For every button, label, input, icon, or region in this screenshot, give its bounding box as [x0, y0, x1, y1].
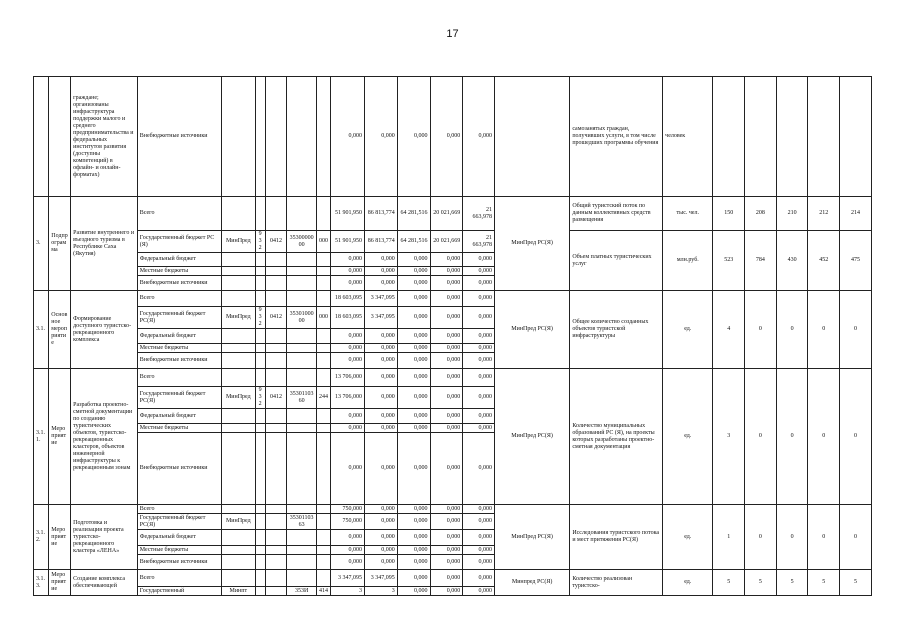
value-cell: 0,000	[364, 369, 397, 387]
funding-source: Всего	[137, 369, 221, 387]
row-number: 3.	[34, 197, 49, 291]
value-cell: 0,000	[364, 433, 397, 505]
funding-source: Государственный бюджет РС(Я)	[137, 387, 221, 409]
target-cell: 0	[840, 369, 872, 505]
table-row	[34, 231, 872, 253]
code-cell: 353И	[287, 587, 316, 596]
value-cell: 0,000	[331, 546, 365, 555]
value-cell: 0,000	[397, 587, 430, 596]
value-cell: 0,000	[463, 570, 495, 587]
value-cell: 0,000	[430, 514, 463, 530]
table-row	[34, 291, 872, 307]
code-cell: МинПред	[221, 231, 255, 253]
value-cell: 13 706,000	[331, 387, 365, 409]
value-cell: 0,000	[331, 555, 365, 570]
value-cell: 0,000	[397, 505, 430, 514]
value-cell: 0,000	[364, 424, 397, 433]
value-cell: 0,000	[364, 77, 397, 197]
value-cell: 0,000	[397, 307, 430, 329]
row-number: 3.1.1.	[34, 369, 49, 505]
value-cell: 0,000	[463, 344, 495, 353]
funding-source: Федеральный бюджет	[137, 409, 221, 424]
value-cell: 21 663,978	[463, 197, 495, 231]
funding-source: Всего	[137, 291, 221, 307]
code-cell: 0412	[265, 307, 287, 329]
value-cell: 0,000	[364, 329, 397, 344]
target-cell: 0	[776, 505, 808, 570]
indicator-unit: ед.	[663, 570, 713, 596]
code-cell: 932	[255, 231, 265, 253]
target-cell: 5	[713, 570, 745, 596]
value-cell: 0,000	[430, 409, 463, 424]
value-cell: 13 706,000	[331, 369, 365, 387]
value-cell: 0,000	[463, 307, 495, 329]
target-cell: 5	[745, 570, 777, 596]
value-cell: 0,000	[397, 267, 430, 276]
value-cell: 0,000	[463, 291, 495, 307]
indicator-name: Количество муниципальных образований РС (Я), на проекты которых разработаны проектно-сметная документация	[570, 369, 663, 505]
value-cell: 0,000	[397, 344, 430, 353]
indicator-unit: ед.	[663, 505, 713, 570]
value-cell: 0,000	[364, 344, 397, 353]
value-cell: 20 021,669	[430, 197, 463, 231]
value-cell: 0,000	[430, 433, 463, 505]
row-number: 3.1.3.	[34, 570, 49, 596]
code-cell: 414	[316, 587, 330, 596]
funding-source: Федеральный бюджет	[137, 253, 221, 267]
responsible: Минпред РС(Я)	[494, 570, 569, 596]
target-cell: 5	[840, 570, 872, 596]
value-cell: 0,000	[364, 555, 397, 570]
code-cell: 000	[316, 231, 330, 253]
target-cell: 0	[745, 505, 777, 570]
value-cell: 0,000	[430, 253, 463, 267]
value-cell: 0,000	[364, 253, 397, 267]
value-cell: 3 347,095	[364, 570, 397, 587]
funding-source: Внебюджетные источники	[137, 555, 221, 570]
target-cell: 523	[713, 231, 745, 291]
indicator-unit: человек	[663, 77, 713, 197]
value-cell: 0,000	[397, 555, 430, 570]
target-cell: 0	[745, 369, 777, 505]
funding-source: Государственный бюджет РС (Я)	[137, 231, 221, 253]
table-row	[34, 197, 872, 231]
value-cell: 0,000	[463, 387, 495, 409]
target-cell: 452	[808, 231, 840, 291]
target-cell: 0	[808, 291, 840, 369]
funding-source: Всего	[137, 197, 221, 231]
indicator-name: Объем платных туристических услуг	[570, 231, 663, 291]
indicator-name: самозанятых граждан, получивших услуги, в том числе прошедших программы обучения	[570, 77, 663, 197]
measure-name: граждане; организованы инфраструктура поддержки малого и среднего предпринимательства и федеральных институтов развития (доступны компетенций) в офлайн- и онлайн-форматах)	[71, 77, 138, 197]
code-cell: МинПред	[221, 514, 255, 530]
value-cell: 20 021,669	[430, 231, 463, 253]
code-cell: Минпт	[221, 587, 255, 596]
value-cell: 0,000	[430, 530, 463, 546]
value-cell: 0,000	[430, 570, 463, 587]
value-cell: 0,000	[463, 353, 495, 369]
funding-source: Внебюджетные источники	[137, 276, 221, 291]
value-cell: 0,000	[397, 433, 430, 505]
value-cell: 0,000	[331, 424, 365, 433]
value-cell: 0,000	[430, 344, 463, 353]
code-cell: 000	[316, 307, 330, 329]
value-cell: 0,000	[397, 369, 430, 387]
responsible: МинПред РС(Я)	[494, 369, 569, 505]
value-cell: 0,000	[364, 353, 397, 369]
value-cell: 0,000	[397, 353, 430, 369]
code-cell: 3530110363	[287, 514, 316, 530]
value-cell: 0,000	[331, 353, 365, 369]
value-cell: 0,000	[430, 77, 463, 197]
value-cell: 0,000	[397, 570, 430, 587]
funding-source: Внебюджетные источники	[137, 353, 221, 369]
program-table	[33, 76, 872, 596]
value-cell: 0,000	[463, 530, 495, 546]
target-cell: 0	[745, 291, 777, 369]
target-cell: 208	[745, 197, 777, 231]
target-cell: 475	[840, 231, 872, 291]
value-cell: 0,000	[463, 433, 495, 505]
code-cell: 3530000000	[287, 231, 316, 253]
value-cell: 0,000	[463, 546, 495, 555]
value-cell: 750,000	[331, 505, 365, 514]
table-row	[34, 570, 872, 587]
funding-source: Государственный бюджет РС(Я)	[137, 307, 221, 329]
value-cell: 0,000	[430, 555, 463, 570]
target-cell: 4	[713, 291, 745, 369]
funding-source: Федеральный бюджет	[137, 530, 221, 546]
value-cell: 0,000	[331, 344, 365, 353]
row-number: 3.1.2.	[34, 505, 49, 570]
value-cell: 0,000	[364, 514, 397, 530]
value-cell: 0,000	[430, 353, 463, 369]
funding-source: Государственный бюджет РС(Я)	[137, 514, 221, 530]
value-cell: 0,000	[331, 530, 365, 546]
target-cell: 1	[713, 505, 745, 570]
row-type: Мероприятие	[49, 570, 71, 596]
row-type: Подпрограмма	[49, 197, 71, 291]
value-cell: 18 603,095	[331, 307, 365, 329]
value-cell: 0,000	[430, 369, 463, 387]
value-cell: 0,000	[463, 424, 495, 433]
table-row	[34, 77, 872, 197]
target-cell: 784	[745, 231, 777, 291]
responsible: МинПред РС(Я)	[494, 197, 569, 291]
indicator-name: Общее количество созданных объектов туристской инфраструктуры	[570, 291, 663, 369]
value-cell: 51 901,950	[331, 231, 365, 253]
value-cell: 0,000	[463, 267, 495, 276]
value-cell: 0,000	[463, 409, 495, 424]
measure-name: Подготовка и реализация проекта туристско-рекреационного кластера «ЛЕНА»	[71, 505, 138, 570]
value-cell: 0,000	[463, 505, 495, 514]
value-cell: 0,000	[331, 433, 365, 505]
value-cell: 0,000	[430, 307, 463, 329]
value-cell: 0,000	[364, 530, 397, 546]
target-cell: 210	[776, 197, 808, 231]
measure-name: Развитие внутреннего и въездного туризма в Республике Саха (Якутия)	[71, 197, 138, 291]
funding-source: Федеральный бюджет	[137, 329, 221, 344]
value-cell: 64 281,516	[397, 197, 430, 231]
target-cell: 212	[808, 197, 840, 231]
measure-name: Разработка проектно-сметной документации по созданию туристических объектов, туристско-рекреационных кластеров, объектов инженерной инфраструктуры к рекреационным зонам	[71, 369, 138, 505]
funding-source: Местные бюджеты	[137, 424, 221, 433]
value-cell: 0,000	[331, 77, 365, 197]
responsible: МинПред РС(Я)	[494, 291, 569, 369]
value-cell: 0,000	[397, 530, 430, 546]
value-cell: 0,000	[331, 253, 365, 267]
value-cell: 3 347,095	[364, 291, 397, 307]
indicator-name: Исследования туристского потока и мест притяжения РС(Я)	[570, 505, 663, 570]
value-cell: 0,000	[331, 409, 365, 424]
value-cell: 0,000	[463, 329, 495, 344]
code-cell: 0412	[265, 231, 287, 253]
value-cell: 0,000	[463, 77, 495, 197]
target-cell: 0	[808, 369, 840, 505]
target-cell: 5	[808, 570, 840, 596]
target-cell: 0	[840, 505, 872, 570]
funding-source: Государственный	[137, 587, 221, 596]
value-cell: 0,000	[397, 77, 430, 197]
funding-source: Внебюджетные источники	[137, 433, 221, 505]
value-cell: 64 281,516	[397, 231, 430, 253]
funding-source: Местные бюджеты	[137, 267, 221, 276]
indicator-name: Количество реализован туристско-	[570, 570, 663, 596]
value-cell: 0,000	[397, 276, 430, 291]
code-cell: 244	[316, 387, 330, 409]
value-cell: 0,000	[463, 369, 495, 387]
funding-source: Всего	[137, 570, 221, 587]
target-cell: 0	[808, 505, 840, 570]
value-cell: 0,000	[430, 424, 463, 433]
value-cell: 0,000	[364, 276, 397, 291]
page-number: 17	[446, 28, 459, 40]
code-cell: 0412	[265, 387, 287, 409]
value-cell: 0,000	[463, 555, 495, 570]
value-cell: 0,000	[397, 424, 430, 433]
indicator-unit: млн.руб.	[663, 231, 713, 291]
measure-name: Создание комплекса обеспечивающей	[71, 570, 138, 596]
code-cell: 932	[255, 387, 265, 409]
value-cell: 0,000	[397, 409, 430, 424]
indicator-unit: ед.	[663, 291, 713, 369]
target-cell: 430	[776, 231, 808, 291]
value-cell: 3 347,095	[331, 570, 365, 587]
funding-source: Всего	[137, 505, 221, 514]
indicator-name: Общий туристский поток по данным коллективных средств размещения	[570, 197, 663, 231]
value-cell: 0,000	[397, 253, 430, 267]
value-cell: 86 813,774	[364, 197, 397, 231]
row-number: 3.1.	[34, 291, 49, 369]
value-cell: 0,000	[364, 387, 397, 409]
value-cell: 0,000	[463, 276, 495, 291]
code-cell: МинПред	[221, 307, 255, 329]
responsible: МинПред РС(Я)	[494, 505, 569, 570]
value-cell: 3	[364, 587, 397, 596]
target-cell: 0	[840, 291, 872, 369]
measure-name: Формирование доступного туристско-рекреационного комплекса	[71, 291, 138, 369]
value-cell: 750,000	[331, 514, 365, 530]
value-cell: 3 347,095	[364, 307, 397, 329]
value-cell: 0,000	[364, 546, 397, 555]
value-cell: 51 901,950	[331, 197, 365, 231]
target-cell: 214	[840, 197, 872, 231]
row-type: Основное мероприятие	[49, 291, 71, 369]
value-cell: 0,000	[397, 387, 430, 409]
funding-source: Местные бюджеты	[137, 546, 221, 555]
target-cell: 150	[713, 197, 745, 231]
value-cell: 0,000	[331, 276, 365, 291]
code-cell: 3530110360	[287, 387, 316, 409]
value-cell: 0,000	[463, 253, 495, 267]
value-cell: 18 603,095	[331, 291, 365, 307]
value-cell: 0,000	[430, 329, 463, 344]
value-cell: 0,000	[331, 329, 365, 344]
value-cell: 0,000	[463, 587, 495, 596]
indicator-unit: тыс. чел.	[663, 197, 713, 231]
value-cell: 0,000	[430, 587, 463, 596]
code-cell: МинПред	[221, 387, 255, 409]
value-cell: 0,000	[397, 514, 430, 530]
value-cell: 0,000	[430, 546, 463, 555]
value-cell: 0,000	[397, 546, 430, 555]
value-cell: 0,000	[364, 267, 397, 276]
value-cell: 0,000	[364, 505, 397, 514]
code-cell: 932	[255, 307, 265, 329]
row-type: Мероприятие	[49, 505, 71, 570]
table-row	[34, 369, 872, 387]
value-cell: 21 663,978	[463, 231, 495, 253]
target-cell: 5	[776, 570, 808, 596]
value-cell: 0,000	[430, 267, 463, 276]
value-cell: 0,000	[463, 514, 495, 530]
target-cell: 0	[776, 369, 808, 505]
target-cell: 0	[776, 291, 808, 369]
table-row	[34, 505, 872, 514]
indicator-unit: ед.	[663, 369, 713, 505]
value-cell: 3	[331, 587, 365, 596]
value-cell: 0,000	[364, 409, 397, 424]
value-cell: 0,000	[430, 276, 463, 291]
funding-source: Внебюджетные источники	[137, 77, 221, 197]
value-cell: 0,000	[331, 267, 365, 276]
value-cell: 0,000	[430, 291, 463, 307]
target-cell: 3	[713, 369, 745, 505]
value-cell: 86 813,774	[364, 231, 397, 253]
value-cell: 0,000	[430, 505, 463, 514]
row-type: Мероприятие	[49, 369, 71, 505]
value-cell: 0,000	[397, 329, 430, 344]
value-cell: 0,000	[430, 387, 463, 409]
funding-source: Местные бюджеты	[137, 344, 221, 353]
code-cell: 3530100000	[287, 307, 316, 329]
value-cell: 0,000	[397, 291, 430, 307]
